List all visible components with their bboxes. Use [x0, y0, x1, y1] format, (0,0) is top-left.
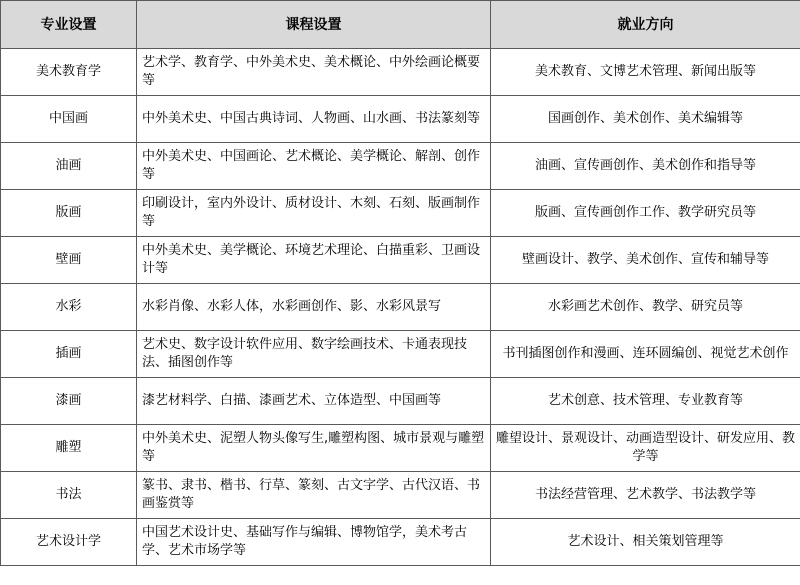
major-cell: 美术教育学: [1, 49, 137, 96]
major-cell: 油画: [1, 143, 137, 190]
table-row: [1, 519, 800, 566]
career-cell: 美术教育、文博艺术管理、新闻出版等: [491, 49, 800, 96]
courses-cell: 中外美术史、泥塑人物头像写生,雕塑构图、城市景观与雕塑等: [137, 425, 491, 472]
courses-cell: 印刷设计，室内外设计、质材设计、木刻、石刻、版画制作等: [137, 190, 491, 237]
table-row: [1, 425, 800, 472]
major-cell: 艺术设计学: [1, 519, 137, 566]
career-cell: 油画、宣传画创作、美术创作和指导等: [491, 143, 800, 190]
career-cell: 水彩画艺术创作、教学、研究员等: [491, 284, 800, 331]
courses-cell: 艺术学、教育学、中外美术史、美术概论、中外绘画论概要等: [137, 49, 491, 96]
major-cell: 书法: [1, 472, 137, 519]
major-cell: 中国画: [1, 96, 137, 143]
career-cell: 书刊插图创作和漫画、连环圆编创、视觉艺术创作: [491, 331, 800, 378]
table-row: [1, 472, 800, 519]
career-cell: 版画、宣传画创作工作、教学研究员等: [491, 190, 800, 237]
courses-cell: 漆艺材料学、白描、漆画艺术、立体造型、中国画等: [137, 378, 491, 425]
table-row: [1, 190, 800, 237]
career-cell: 壁画设计、教学、美术创作、宣传和辅导等: [491, 237, 800, 284]
career-cell: 书法经营管理、艺术教学、书法教学等: [491, 472, 800, 519]
major-cell: 雕塑: [1, 425, 137, 472]
major-cell: 版画: [1, 190, 137, 237]
table-row: [1, 143, 800, 190]
major-cell: 壁画: [1, 237, 137, 284]
table-row: [1, 96, 800, 143]
table-row: [1, 378, 800, 425]
career-cell: 艺术创意、技术管理、专业教育等: [491, 378, 800, 425]
major-cell: 漆画: [1, 378, 137, 425]
courses-cell: 艺术史、数字设计软件应用、数字绘画技术、卡通表现技法、插图创作等: [137, 331, 491, 378]
header-major: 专业设置: [1, 1, 137, 49]
header-career: 就业方向: [491, 1, 800, 49]
table-row: [1, 49, 800, 96]
header-courses: 课程设置: [137, 1, 491, 49]
major-cell: 水彩: [1, 284, 137, 331]
courses-cell: 中外美术史、美学概论、环境艺术理论、白描重彩、卫画设计等: [137, 237, 491, 284]
courses-cell: 水彩肖像、水彩人体，水彩画创作、影、水彩风景写: [137, 284, 491, 331]
major-cell: 插画: [1, 331, 137, 378]
courses-cell: 中国艺术设计史、基础写作与编辑、博物馆学，美术考古学、艺术市场学等: [137, 519, 491, 566]
courses-cell: 中外美术史、中国古典诗词、人物画、山水画、书法篆刻等: [137, 96, 491, 143]
table-row: [1, 331, 800, 378]
header-row: [1, 1, 800, 49]
career-cell: 国画创作、美术创作、美术编辑等: [491, 96, 800, 143]
career-cell: 雕望设计、景观设计、动画造型设计、研发应用、教学等: [491, 425, 800, 472]
courses-cell: 中外美术史、中国画论、艺术概论、美学概论、解剖、创作等: [137, 143, 491, 190]
table-row: [1, 284, 800, 331]
table-row: [1, 237, 800, 284]
career-cell: 艺术设计、相关策划管理等: [491, 519, 800, 566]
courses-cell: 篆书、隶书、楷书、行草、篆刻、古文字学、古代汉语、书画鉴赏等: [137, 472, 491, 519]
